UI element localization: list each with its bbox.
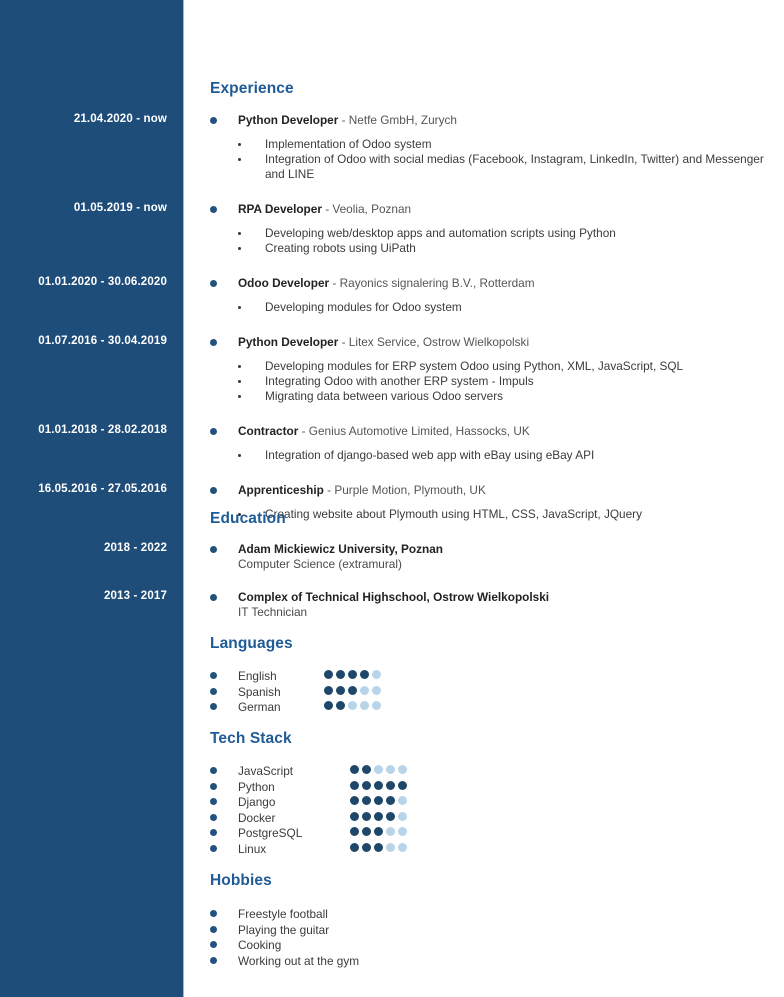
list-bullet-icon (210, 926, 217, 933)
rating-dot (398, 812, 407, 821)
skill-rating (350, 765, 407, 774)
list-bullet-icon (210, 594, 217, 601)
education-program: IT Technician (238, 605, 308, 619)
resume-content (185, 0, 784, 997)
experience-entry-title (238, 424, 530, 438)
experience-entry-title (238, 276, 535, 290)
date-sidebar (0, 0, 184, 997)
experience-bullet: Integration of Odoo with social medias (Facebook, Instagram, LinkedIn, Twitter) and Messenger and LINE (265, 152, 764, 181)
date-label: 01.01.2020 - 30.06.2020 (38, 276, 167, 288)
experience-role: Apprenticeship (238, 483, 324, 497)
rating-dot (362, 827, 371, 836)
rating-dot (386, 843, 395, 852)
list-bullet-icon (210, 910, 217, 917)
experience-role: Python Developer (238, 113, 339, 127)
list-bullet-icon (210, 829, 217, 836)
skill-rating (350, 827, 407, 836)
experience-bullet: Integration of django-based web app with eBay using eBay API (265, 448, 595, 462)
rating-dot (350, 827, 359, 836)
rating-dot (372, 701, 381, 710)
language-name: German (238, 700, 281, 714)
sub-list-bullet-icon (238, 232, 241, 235)
rating-dot (374, 781, 383, 790)
date-label: 16.05.2016 - 27.05.2016 (38, 483, 167, 495)
date-label: 21.04.2020 - now (73, 113, 167, 125)
experience-role: Python Developer (238, 335, 339, 349)
skill-rating (350, 812, 407, 821)
experience-role: RPA Developer (238, 202, 322, 216)
tech-name: Python (238, 779, 275, 794)
skill-rating (350, 796, 407, 805)
experience-role: Odoo Developer (238, 276, 330, 290)
language-name: English (238, 669, 277, 683)
rating-dot (360, 670, 369, 679)
rating-dot (374, 827, 383, 836)
rating-dot (324, 670, 333, 679)
date-label: 2013 - 2017 (103, 590, 167, 602)
rating-dot (386, 796, 395, 805)
sub-list-bullet-icon (238, 158, 241, 161)
rating-dot (386, 781, 395, 790)
hobby-item: Playing the guitar (238, 922, 330, 937)
rating-dot (362, 843, 371, 852)
skill-rating (324, 686, 381, 695)
rating-dot (348, 670, 357, 679)
experience-entry-title (238, 335, 529, 349)
rating-dot (362, 781, 371, 790)
sub-list-bullet-icon (238, 247, 241, 250)
rating-dot (336, 701, 345, 710)
education-school (238, 542, 443, 556)
rating-dot (362, 812, 371, 821)
list-bullet-icon (210, 941, 217, 948)
experience-bullet: Implementation of Odoo system (265, 137, 432, 151)
skill-rating (324, 701, 381, 710)
section-title-hobbies: Hobbies (210, 872, 272, 889)
rating-dot (350, 812, 359, 821)
education-program: Computer Science (extramural) (238, 557, 402, 571)
section-title-education: Education (210, 510, 286, 527)
list-bullet-icon (210, 845, 217, 852)
section-title-experience: Experience (210, 80, 294, 97)
rating-dot (386, 827, 395, 836)
experience-entry-title (238, 202, 411, 216)
rating-dot (350, 765, 359, 774)
experience-bullet: Developing modules for Odoo system (265, 300, 462, 314)
rating-dot (360, 701, 369, 710)
list-bullet-icon (210, 546, 217, 553)
list-bullet-icon (210, 767, 217, 774)
experience-bullet: Developing modules for ERP system Odoo using Python, XML, JavaScript, SQL (265, 359, 684, 373)
hobby-item: Freestyle football (238, 907, 328, 921)
sub-list-bullet-icon (238, 454, 241, 457)
rating-dot (398, 781, 407, 790)
education-school (238, 590, 549, 604)
sub-list-bullet-icon (238, 380, 241, 383)
list-bullet-icon (210, 117, 217, 124)
rating-dot (372, 686, 381, 695)
experience-bullet: Creating website about Plymouth using HTML, CSS, JavaScript, JQuery (265, 507, 643, 521)
list-bullet-icon (210, 957, 217, 964)
rating-dot (398, 827, 407, 836)
hobby-item: Working out at the gym (238, 953, 360, 968)
list-bullet-icon (210, 428, 217, 435)
rating-dot (348, 701, 357, 710)
education-school-name: Complex of Technical Highschool, Ostrow Wielkopolski (238, 590, 550, 604)
tech-name: JavaScript (238, 764, 294, 778)
tech-name: Docker (238, 810, 276, 825)
date-label: 2018 - 2022 (103, 542, 167, 554)
rating-dot (350, 781, 359, 790)
list-bullet-icon (210, 798, 217, 805)
list-bullet-icon (210, 688, 217, 695)
skill-rating (324, 670, 381, 679)
experience-role: Contractor (238, 424, 299, 438)
education-school-name: Adam Mickiewicz University, Poznan (238, 542, 443, 556)
skill-rating (350, 843, 407, 852)
date-label: 01.07.2016 - 30.04.2019 (38, 335, 167, 347)
experience-org: - Netfe GmbH, Zurych (338, 113, 457, 127)
date-label: 01.01.2018 - 28.02.2018 (38, 424, 167, 436)
sub-list-bullet-icon (238, 395, 241, 398)
rating-dot (372, 670, 381, 679)
list-bullet-icon (210, 814, 217, 821)
sub-list-bullet-icon (238, 365, 241, 368)
rating-dot (374, 765, 383, 774)
rating-dot (398, 765, 407, 774)
section-title-tech_stack: Tech Stack (210, 730, 292, 747)
language-name: Spanish (238, 684, 281, 699)
rating-dot (336, 670, 345, 679)
experience-bullet: Migrating data between various Odoo servers (265, 389, 504, 403)
list-bullet-icon (210, 783, 217, 790)
rating-dot (350, 843, 359, 852)
rating-dot (386, 765, 395, 774)
list-bullet-icon (210, 206, 217, 213)
rating-dot (348, 686, 357, 695)
experience-org: - Rayonics signalering B.V., Rotterdam (329, 276, 535, 290)
rating-dot (374, 796, 383, 805)
rating-dot (374, 812, 383, 821)
experience-org: - Veolia, Poznan (321, 202, 412, 216)
rating-dot (398, 843, 407, 852)
tech-name: Linux (238, 841, 267, 856)
tech-name: PostgreSQL (238, 826, 303, 840)
experience-org: - Genius Automotive Limited, Hassocks, UK (298, 424, 530, 438)
sub-list-bullet-icon (238, 143, 241, 146)
rating-dot (386, 812, 395, 821)
rating-dot (398, 796, 407, 805)
experience-entry-title (238, 113, 457, 127)
section-title-languages: Languages (210, 635, 293, 652)
date-label: 01.05.2019 - now (73, 202, 167, 214)
rating-dot (374, 843, 383, 852)
sub-list-bullet-icon (238, 306, 241, 309)
experience-bullet: Creating robots using UiPath (265, 241, 416, 255)
rating-dot (360, 686, 369, 695)
rating-dot (350, 796, 359, 805)
rating-dot (362, 765, 371, 774)
rating-dot (362, 796, 371, 805)
experience-bullet: Integrating Odoo with another ERP system - Impuls (265, 374, 534, 388)
list-bullet-icon (210, 280, 217, 287)
list-bullet-icon (210, 487, 217, 494)
experience-org: - Litex Service, Ostrow Wielkopolski (338, 335, 530, 349)
list-bullet-icon (210, 339, 217, 346)
list-bullet-icon (210, 672, 217, 679)
list-bullet-icon (210, 703, 217, 710)
experience-org: - Purple Motion, Plymouth, UK (323, 483, 486, 497)
tech-name: Django (238, 795, 276, 809)
skill-rating (350, 781, 407, 790)
rating-dot (324, 686, 333, 695)
rating-dot (336, 686, 345, 695)
rating-dot (324, 701, 333, 710)
hobby-item: Cooking (238, 938, 282, 952)
experience-bullet: Developing web/desktop apps and automation scripts using Python (265, 226, 616, 240)
experience-entry-title (238, 483, 486, 497)
